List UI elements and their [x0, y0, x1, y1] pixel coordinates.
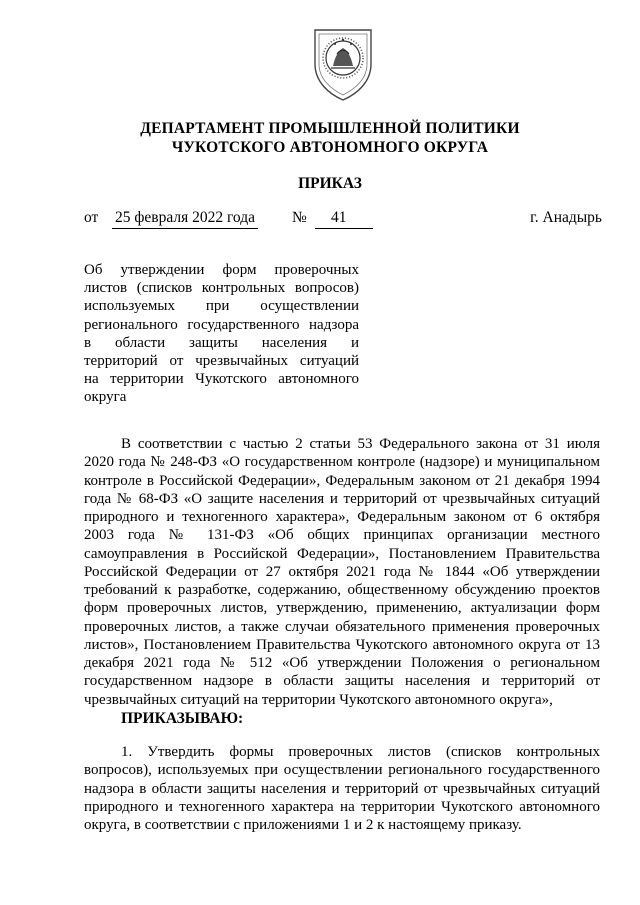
subject-line: регионального государственного надзора — [84, 316, 359, 333]
preamble-line: декабря 2021 года № 512 «Об утверждении Положения о региональном — [84, 655, 600, 671]
preamble-line: 2020 года № 248-ФЗ «О государственном контроле (надзоре) и муниципальном — [84, 454, 600, 471]
subject-line: Об утверждении форм проверочных — [84, 262, 359, 278]
order-subject — [84, 261, 359, 407]
preamble-line: требований к разработке, содержанию, общественному обсуждению проектов — [84, 582, 600, 598]
department-line-2: ЧУКОТСКОГО АВТОНОМНОГО ОКРУГА — [171, 139, 489, 156]
preamble-paragraph — [84, 435, 600, 709]
item-line: 1. Утвердить формы проверочных листов (списков контрольных — [121, 744, 600, 760]
preamble-line: Российской Федерации от 27 октября 2021 года № 1844 «Об утверждении — [84, 563, 600, 580]
order-item-1 — [84, 743, 600, 834]
order-date: 25 февраля 2022 года — [112, 208, 258, 229]
subject-line: листов (списков контрольных вопросов) — [84, 280, 359, 297]
preamble-line: форм проверочных листов, утверждению, применению, актуализации форм — [84, 600, 600, 617]
department-heading — [0, 119, 640, 157]
preamble-line: природного и техногенного характера», Федеральным законом от 6 октября — [84, 509, 600, 525]
item-line: округа, в соответствии с приложениями 1 и 2 к настоящему приказу. — [84, 817, 522, 833]
coat-of-arms-emblem — [307, 20, 379, 104]
preamble-line: чрезвычайных ситуаций на территории Чукотского автономного округа», — [84, 691, 553, 708]
department-line-1: ДЕПАРТАМЕНТ ПРОМЫШЛЕННОЙ ПОЛИТИКИ — [140, 120, 520, 137]
preamble-line: В соответствии с частью 2 статьи 53 Федерального закона от 31 июля — [121, 436, 600, 452]
city-name: г. Анадырь — [530, 209, 602, 226]
preamble-line: 2003 года № 131-ФЗ «Об общих принципах организации местного — [84, 527, 600, 544]
item-line: вопросов), используемых при осуществлении регионального государственного — [84, 762, 600, 779]
date-from-label: от — [84, 209, 99, 226]
number-label: № — [292, 209, 307, 226]
subject-line: территорий от чрезвычайных ситуаций — [84, 353, 359, 370]
subject-line: в области защиты населения и — [84, 334, 359, 351]
document-type-title: ПРИКАЗ — [298, 175, 362, 192]
preamble-line: контроле в Российской Федерации», Федеральным законом от 21 декабря 1994 — [84, 472, 600, 489]
order-directive-heading: ПРИКАЗЫВАЮ: — [121, 710, 244, 727]
subject-line: используемых при осуществлении — [84, 298, 359, 315]
subject-line: округа — [84, 389, 127, 406]
preamble-line: листов», Постановлением Правительства Чукотского автономного округа от 13 — [84, 636, 600, 653]
preamble-line: государственном надзоре в области защиты населения и территорий от — [84, 673, 600, 690]
item-line: надзора в области защиты населения и территорий от чрезвычайных ситуаций — [84, 780, 600, 797]
item-line: природного и техногенного характера на территории Чукотского автономного — [84, 798, 600, 815]
preamble-line: проверочных листов, а также случаи обязательного применения проверочных — [84, 618, 600, 635]
preamble-line: самоуправления в Российской Федерации», Постановлением Правительства — [84, 545, 600, 562]
preamble-line: года № 68-ФЗ «О защите населения и территорий от чрезвычайных ситуаций — [84, 490, 600, 507]
order-number: 41 — [315, 208, 373, 229]
subject-line: на территории Чукотского автономного — [84, 371, 359, 388]
